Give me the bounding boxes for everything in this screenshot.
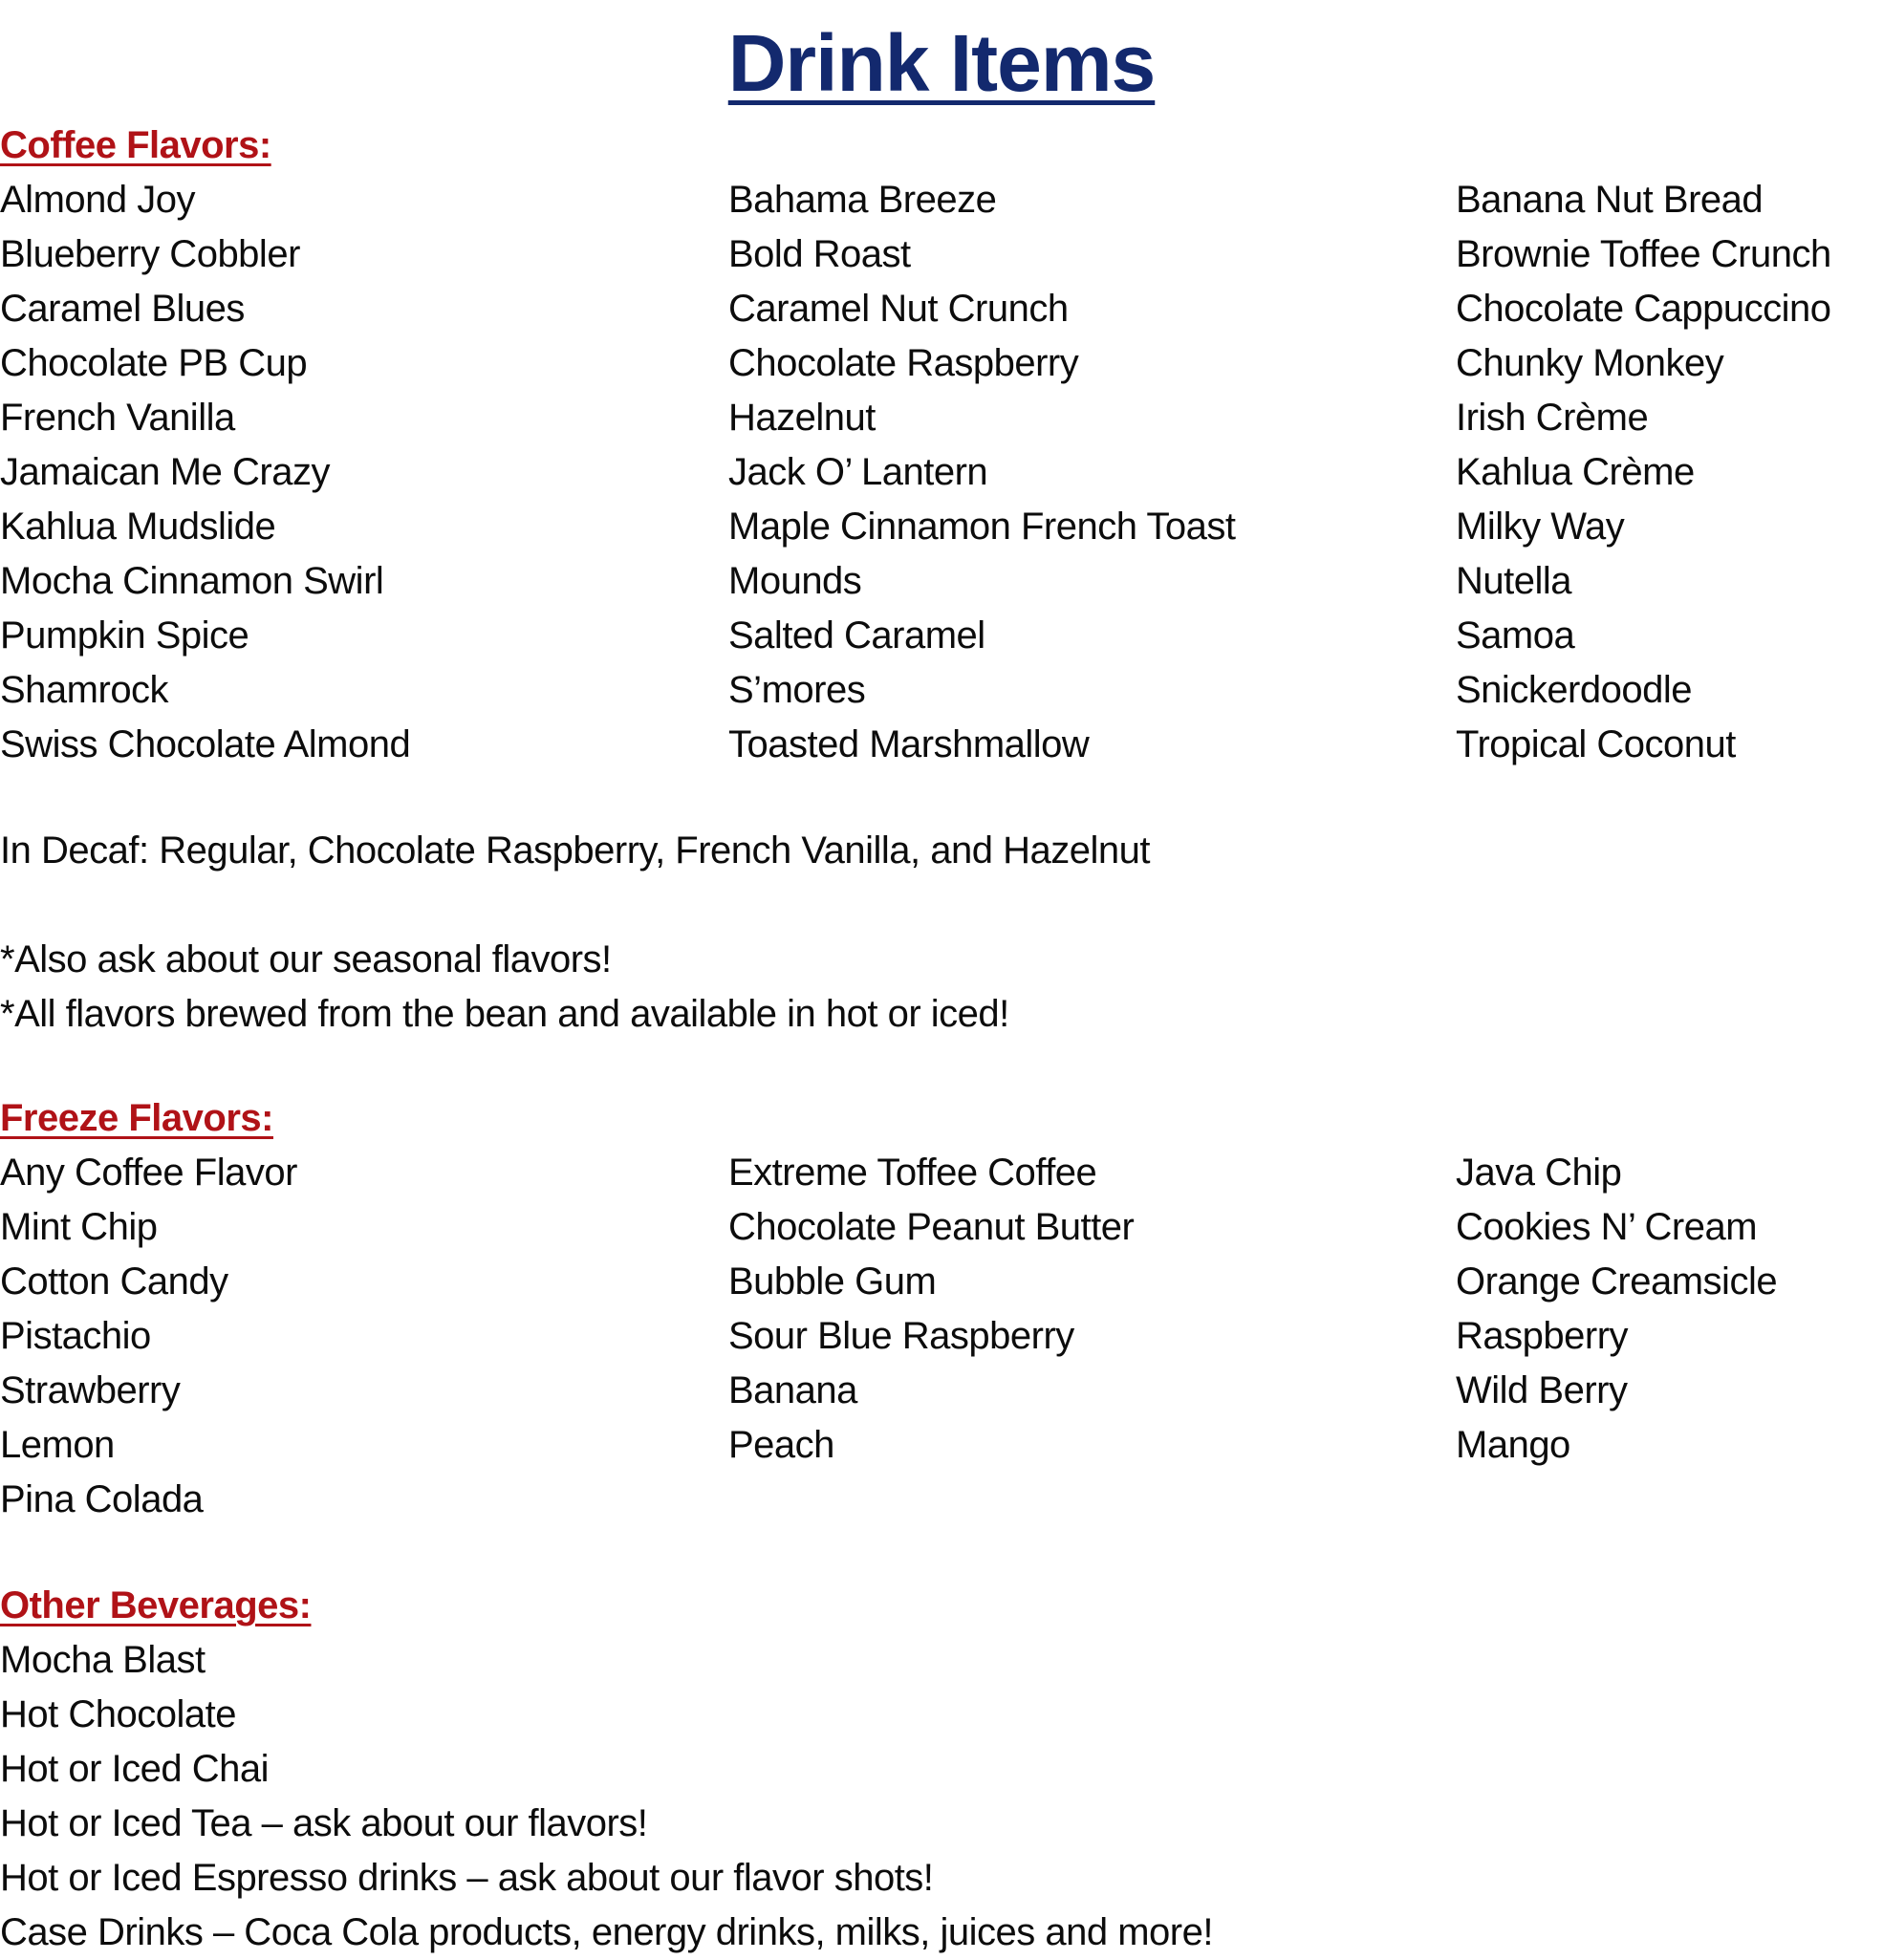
list-item: Chocolate Peanut Butter [728,1206,1135,1248]
list-item: Pumpkin Spice [0,614,249,657]
page-title-text: Drink Items [727,18,1156,108]
list-item: Salted Caramel [728,614,985,657]
list-item: Orange Creamsicle [1456,1260,1778,1303]
list-item: Pistachio [0,1315,151,1357]
list-item: Mocha Cinnamon Swirl [0,560,384,602]
list-item: French Vanilla [0,397,235,439]
list-item: Wild Berry [1456,1369,1628,1411]
freeze-flavors-heading: Freeze Flavors: [0,1097,273,1139]
coffee-flavors-heading: Coffee Flavors: [0,124,271,166]
freeze-flavors-column-2 [728,1146,1134,1473]
list-item: Jack O’ Lantern [728,451,988,493]
list-item: Swiss Chocolate Almond [0,723,411,765]
list-item: Lemon [0,1424,115,1466]
freeze-flavors-column-1 [0,1146,297,1527]
list-item: Chocolate Cappuccino [1456,288,1831,330]
list-item: Hot Chocolate [0,1693,236,1735]
coffee-flavors-column-1 [0,173,410,772]
list-item: Strawberry [0,1369,181,1411]
other-beverages-heading: Other Beverages: [0,1584,312,1626]
list-item: Mounds [728,560,862,602]
list-item: Mint Chip [0,1206,158,1248]
list-item: Banana Nut Bread [1456,179,1764,221]
list-item: Snickerdoodle [1456,669,1692,711]
list-item: Bahama Breeze [728,179,997,221]
list-item: Jamaican Me Crazy [0,451,330,493]
list-item: Extreme Toffee Coffee [728,1152,1097,1194]
page-title [0,17,1883,109]
freeze-flavors-column-3 [1456,1146,1777,1473]
list-item: Brownie Toffee Crunch [1456,233,1831,275]
list-item: Mocha Blast [0,1639,206,1681]
other-beverages-list [0,1633,1213,1960]
list-item: Almond Joy [0,179,195,221]
list-item: Tropical Coconut [1456,723,1736,765]
list-item: Hazelnut [728,397,876,439]
list-item: Caramel Blues [0,288,245,330]
list-item: Irish Crème [1456,397,1649,439]
list-item: Nutella [1456,560,1572,602]
list-item: Raspberry [1456,1315,1629,1357]
list-item: Shamrock [0,669,169,711]
seasonal-note: *Also ask about our seasonal flavors! [0,938,612,980]
list-item: Cookies N’ Cream [1456,1206,1758,1248]
coffee-flavors-column-3 [1456,173,1831,772]
list-item: Chunky Monkey [1456,342,1724,384]
list-item: S’mores [728,669,866,711]
list-item: Peach [728,1424,834,1466]
list-item: Chocolate PB Cup [0,342,308,384]
list-item: Banana [728,1369,857,1411]
list-item: Sour Blue Raspberry [728,1315,1074,1357]
list-item: Caramel Nut Crunch [728,288,1069,330]
list-item: Hot or Iced Tea – ask about our flavors! [0,1802,648,1844]
list-item: Any Coffee Flavor [0,1152,297,1194]
list-item: Hot or Iced Espresso drinks – ask about our flavor shots! [0,1857,934,1899]
list-item: Samoa [1456,614,1575,657]
list-item: Mango [1456,1424,1570,1466]
list-item: Blueberry Cobbler [0,233,300,275]
coffee-flavors-column-2 [728,173,1235,772]
list-item: Hot or Iced Chai [0,1748,270,1790]
list-item: Bold Roast [728,233,911,275]
list-item: Case Drinks – Coca Cola products, energy drinks, milks, juices and more! [0,1911,1213,1953]
list-item: Bubble Gum [728,1260,937,1303]
brewed-note: *All flavors brewed from the bean and available in hot or iced! [0,993,1009,1035]
list-item: Cotton Candy [0,1260,228,1303]
list-item: Kahlua Crème [1456,451,1695,493]
list-item: Java Chip [1456,1152,1622,1194]
list-item: Kahlua Mudslide [0,506,276,548]
list-item: Chocolate Raspberry [728,342,1079,384]
list-item: Maple Cinnamon French Toast [728,506,1236,548]
list-item: Pina Colada [0,1478,204,1520]
list-item: Milky Way [1456,506,1625,548]
decaf-note: In Decaf: Regular, Chocolate Raspberry, French Vanilla, and Hazelnut [0,829,1150,872]
list-item: Toasted Marshmallow [728,723,1090,765]
